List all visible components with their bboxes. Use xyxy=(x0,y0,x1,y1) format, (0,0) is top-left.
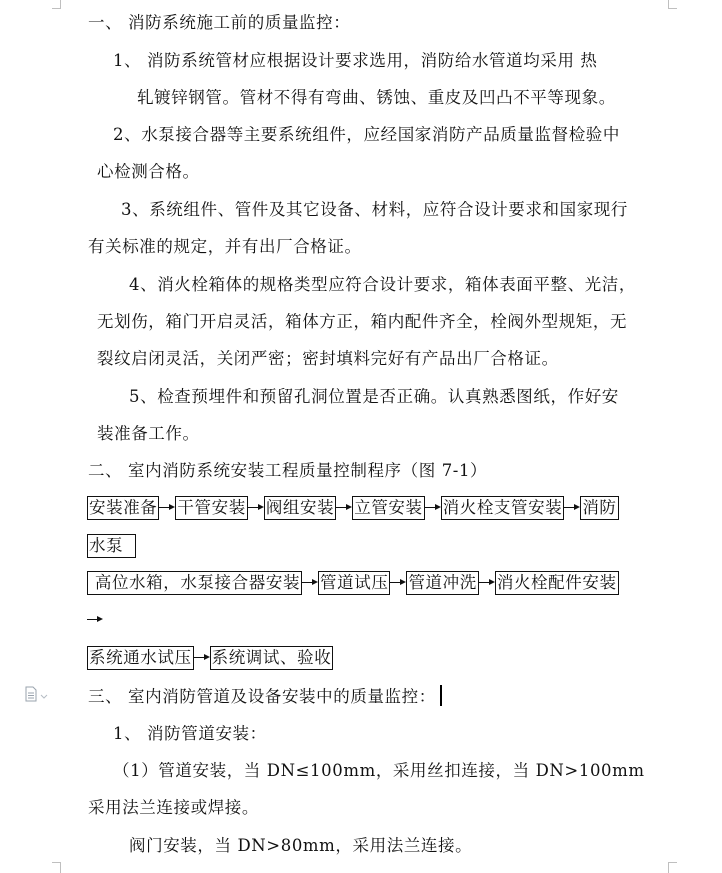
flow-arrow-icon xyxy=(336,497,352,519)
crop-mark-bottom-left-h xyxy=(52,862,61,863)
flow-step-water-test: 系统通水试压 xyxy=(87,646,194,670)
flow-step-install-prep: 安装准备 xyxy=(87,496,159,520)
flowchart-row-1 xyxy=(87,496,619,520)
flow-arrow-icon xyxy=(479,572,495,594)
section-1-heading: 一、 消防系统施工前的质量监控： xyxy=(88,13,351,32)
crop-mark-bottom-right-h xyxy=(668,862,677,863)
item-1-line-2: 轧镀锌钢管。管材不得有弯曲、锈蚀、重皮及凹凸不平等现象。 xyxy=(137,88,616,107)
crop-mark-top-left-v xyxy=(52,8,61,9)
flow-arrow-icon xyxy=(194,647,210,669)
text-cursor xyxy=(440,685,442,706)
flow-step-valve-group: 阀组安装 xyxy=(264,496,336,520)
flow-arrow-icon xyxy=(425,497,441,519)
flow-step-fire-pump: 消防 xyxy=(580,496,618,520)
flow-step-pressure-test: 管道试压 xyxy=(318,571,390,595)
flowchart-row-2-arrow xyxy=(87,608,103,632)
item-4-line-3: 裂纹启闭灵活，关闭严密；密封填料完好有产品出厂合格证。 xyxy=(97,349,559,368)
para-2: 阀门安装，当 DN>80mm，采用法兰连接。 xyxy=(129,836,473,855)
flowchart-row-1-continued xyxy=(87,534,136,558)
section-3-heading-text: 三、 室内消防管道及设备安装中的质量监控： xyxy=(88,687,436,706)
flow-step-hydrant-branch: 消火栓支管安装 xyxy=(441,496,565,520)
flow-step-fire-pump-cont: 水泵 xyxy=(87,534,136,558)
flowchart-row-3 xyxy=(87,646,333,670)
flow-step-flushing: 管道冲洗 xyxy=(406,571,478,595)
flow-arrow-icon xyxy=(564,497,580,519)
flow-step-hydrant-fittings: 消火栓配件安装 xyxy=(495,571,619,595)
item-3-line-2: 有关标准的规定，并有出厂合格证。 xyxy=(88,237,362,256)
para-1-line-1: （1）管道安装，当 DN≤100mm，采用丝扣连接，当 DN>100mm xyxy=(113,761,645,780)
flow-step-main-pipe: 干管安装 xyxy=(175,496,247,520)
item-2-line-1: 2、水泵接合器等主要系统组件，应经国家消防产品质量监督检验中 xyxy=(113,125,620,144)
item-3-line-1: 3、系统组件、管件及其它设备、材料，应符合设计要求和国家现行 xyxy=(121,200,628,219)
item-1-line-1: 1、 消防系统管材应根据设计要求选用，消防给水管道均采用 热 xyxy=(113,51,598,70)
section-2-heading: 二、 室内消防系统安装工程质量控制程序（图 7-1） xyxy=(88,461,488,480)
subsection-1-heading: 1、 消防管道安装： xyxy=(113,724,267,743)
crop-mark-bottom-right xyxy=(668,862,669,873)
crop-mark-bottom-left xyxy=(60,862,61,873)
flow-arrow-icon xyxy=(248,497,264,519)
flow-arrow-icon xyxy=(302,572,318,594)
flowchart-row-2 xyxy=(87,571,619,595)
item-4-line-1: 4、消火栓箱体的规格类型应符合设计要求，箱体表面平整、光洁， xyxy=(129,275,636,294)
item-4-line-2: 无划伤，箱门开启灵活，箱体方正，箱内配件齐全，栓阀外型规矩，无 xyxy=(97,312,628,331)
crop-mark-top-right-v xyxy=(668,8,677,9)
item-2-line-2: 心检测合格。 xyxy=(97,162,200,181)
item-5-line-1: 5、检查预埋件和预留孔洞位置是否正确。认真熟悉图纸，作好安 xyxy=(129,387,619,406)
crop-mark-top-right-h xyxy=(668,0,669,8)
item-5-line-2: 装准备工作。 xyxy=(97,424,200,443)
flow-arrow-icon xyxy=(87,609,103,631)
flow-step-riser: 立管安装 xyxy=(352,496,424,520)
section-3-heading xyxy=(88,685,442,708)
flow-arrow-icon xyxy=(390,572,406,594)
crop-mark-top-left-h xyxy=(60,0,61,8)
paragraph-layout-icon[interactable] xyxy=(24,686,58,702)
para-1-line-2: 采用法兰连接或焊接。 xyxy=(88,798,259,817)
flow-arrow-icon xyxy=(159,497,175,519)
flow-step-commissioning: 系统调试、验收 xyxy=(210,646,334,670)
flow-step-tank-connector: 高位水箱，水泵接合器安装 xyxy=(87,571,302,595)
